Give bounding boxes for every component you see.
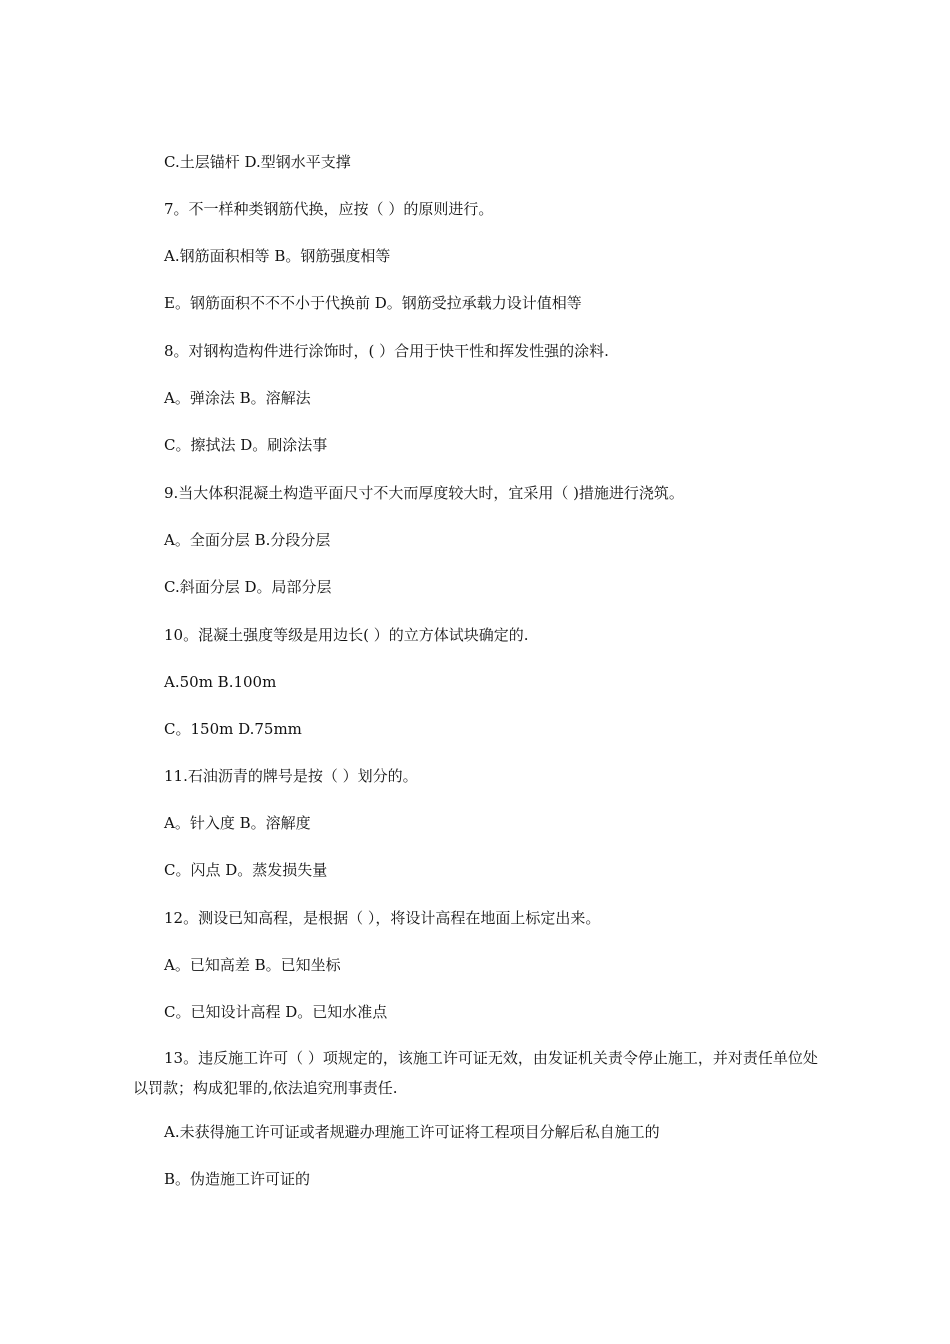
option-line-q13-b: B。伪造施工许可证的 bbox=[164, 1170, 311, 1188]
option-line-q7-ab: A.钢筋面积相等 B。钢筋强度相等 bbox=[164, 247, 391, 265]
question-12: 12。测设已知高程，是根据（ ），将设计高程在地面上标定出来。 bbox=[164, 909, 601, 927]
option-line-q9-cd: C.斜面分层 D。局部分层 bbox=[164, 578, 332, 596]
option-line-q9-ab: A。全面分层 B.分段分层 bbox=[164, 531, 331, 549]
option-line-q13-a: A.未获得施工许可证或者规避办理施工许可证将工程项目分解后私自施工的 bbox=[164, 1123, 660, 1141]
option-line-q11-ab: A。针入度 B。溶解度 bbox=[164, 814, 311, 832]
option-line-q8-cd: C。擦拭法 D。刷涂法事 bbox=[164, 436, 328, 454]
option-line-q6-cd: C.土层锚杆 D.型钢水平支撑 bbox=[164, 153, 351, 171]
option-line-q10-cd: C。150m D.75mm bbox=[164, 720, 302, 738]
question-8: 8。对钢构造构件进行涂饰时，( ）合用于快干性和挥发性强的涂料. bbox=[164, 342, 609, 360]
option-line-q8-ab: A。弹涂法 B。溶解法 bbox=[164, 389, 311, 407]
option-line-q7-cd: E。钢筋面积不不不小于代换前 D。钢筋受拉承载力设计值相等 bbox=[164, 294, 582, 312]
option-line-q10-ab: A.50m B.100m bbox=[164, 673, 277, 691]
question-9: 9.当大体积混凝土构造平面尺寸不大而厚度较大时，宜采用（ )措施进行浇筑。 bbox=[164, 484, 684, 502]
question-10: 10。混凝土强度等级是用边长( ）的立方体试块确定的. bbox=[164, 626, 529, 644]
option-line-q11-cd: C。闪点 D。蒸发损失量 bbox=[164, 861, 328, 879]
question-13: 13。违反施工许可（ ）项规定的，该施工许可证无效，由发证机关责令停止施工，并对责任单位处以罚款；构成犯罪的,依法追究刑事责任. bbox=[133, 1049, 818, 1097]
option-line-q12-ab: A。已知高差 B。已知坐标 bbox=[164, 956, 341, 974]
option-line-q12-cd: C。已知设计高程 D。已知水准点 bbox=[164, 1003, 388, 1021]
question-7: 7。不一样种类钢筋代换，应按（ ）的原则进行。 bbox=[164, 200, 494, 218]
question-11: 11.石油沥青的牌号是按（ ）划分的。 bbox=[164, 767, 418, 785]
